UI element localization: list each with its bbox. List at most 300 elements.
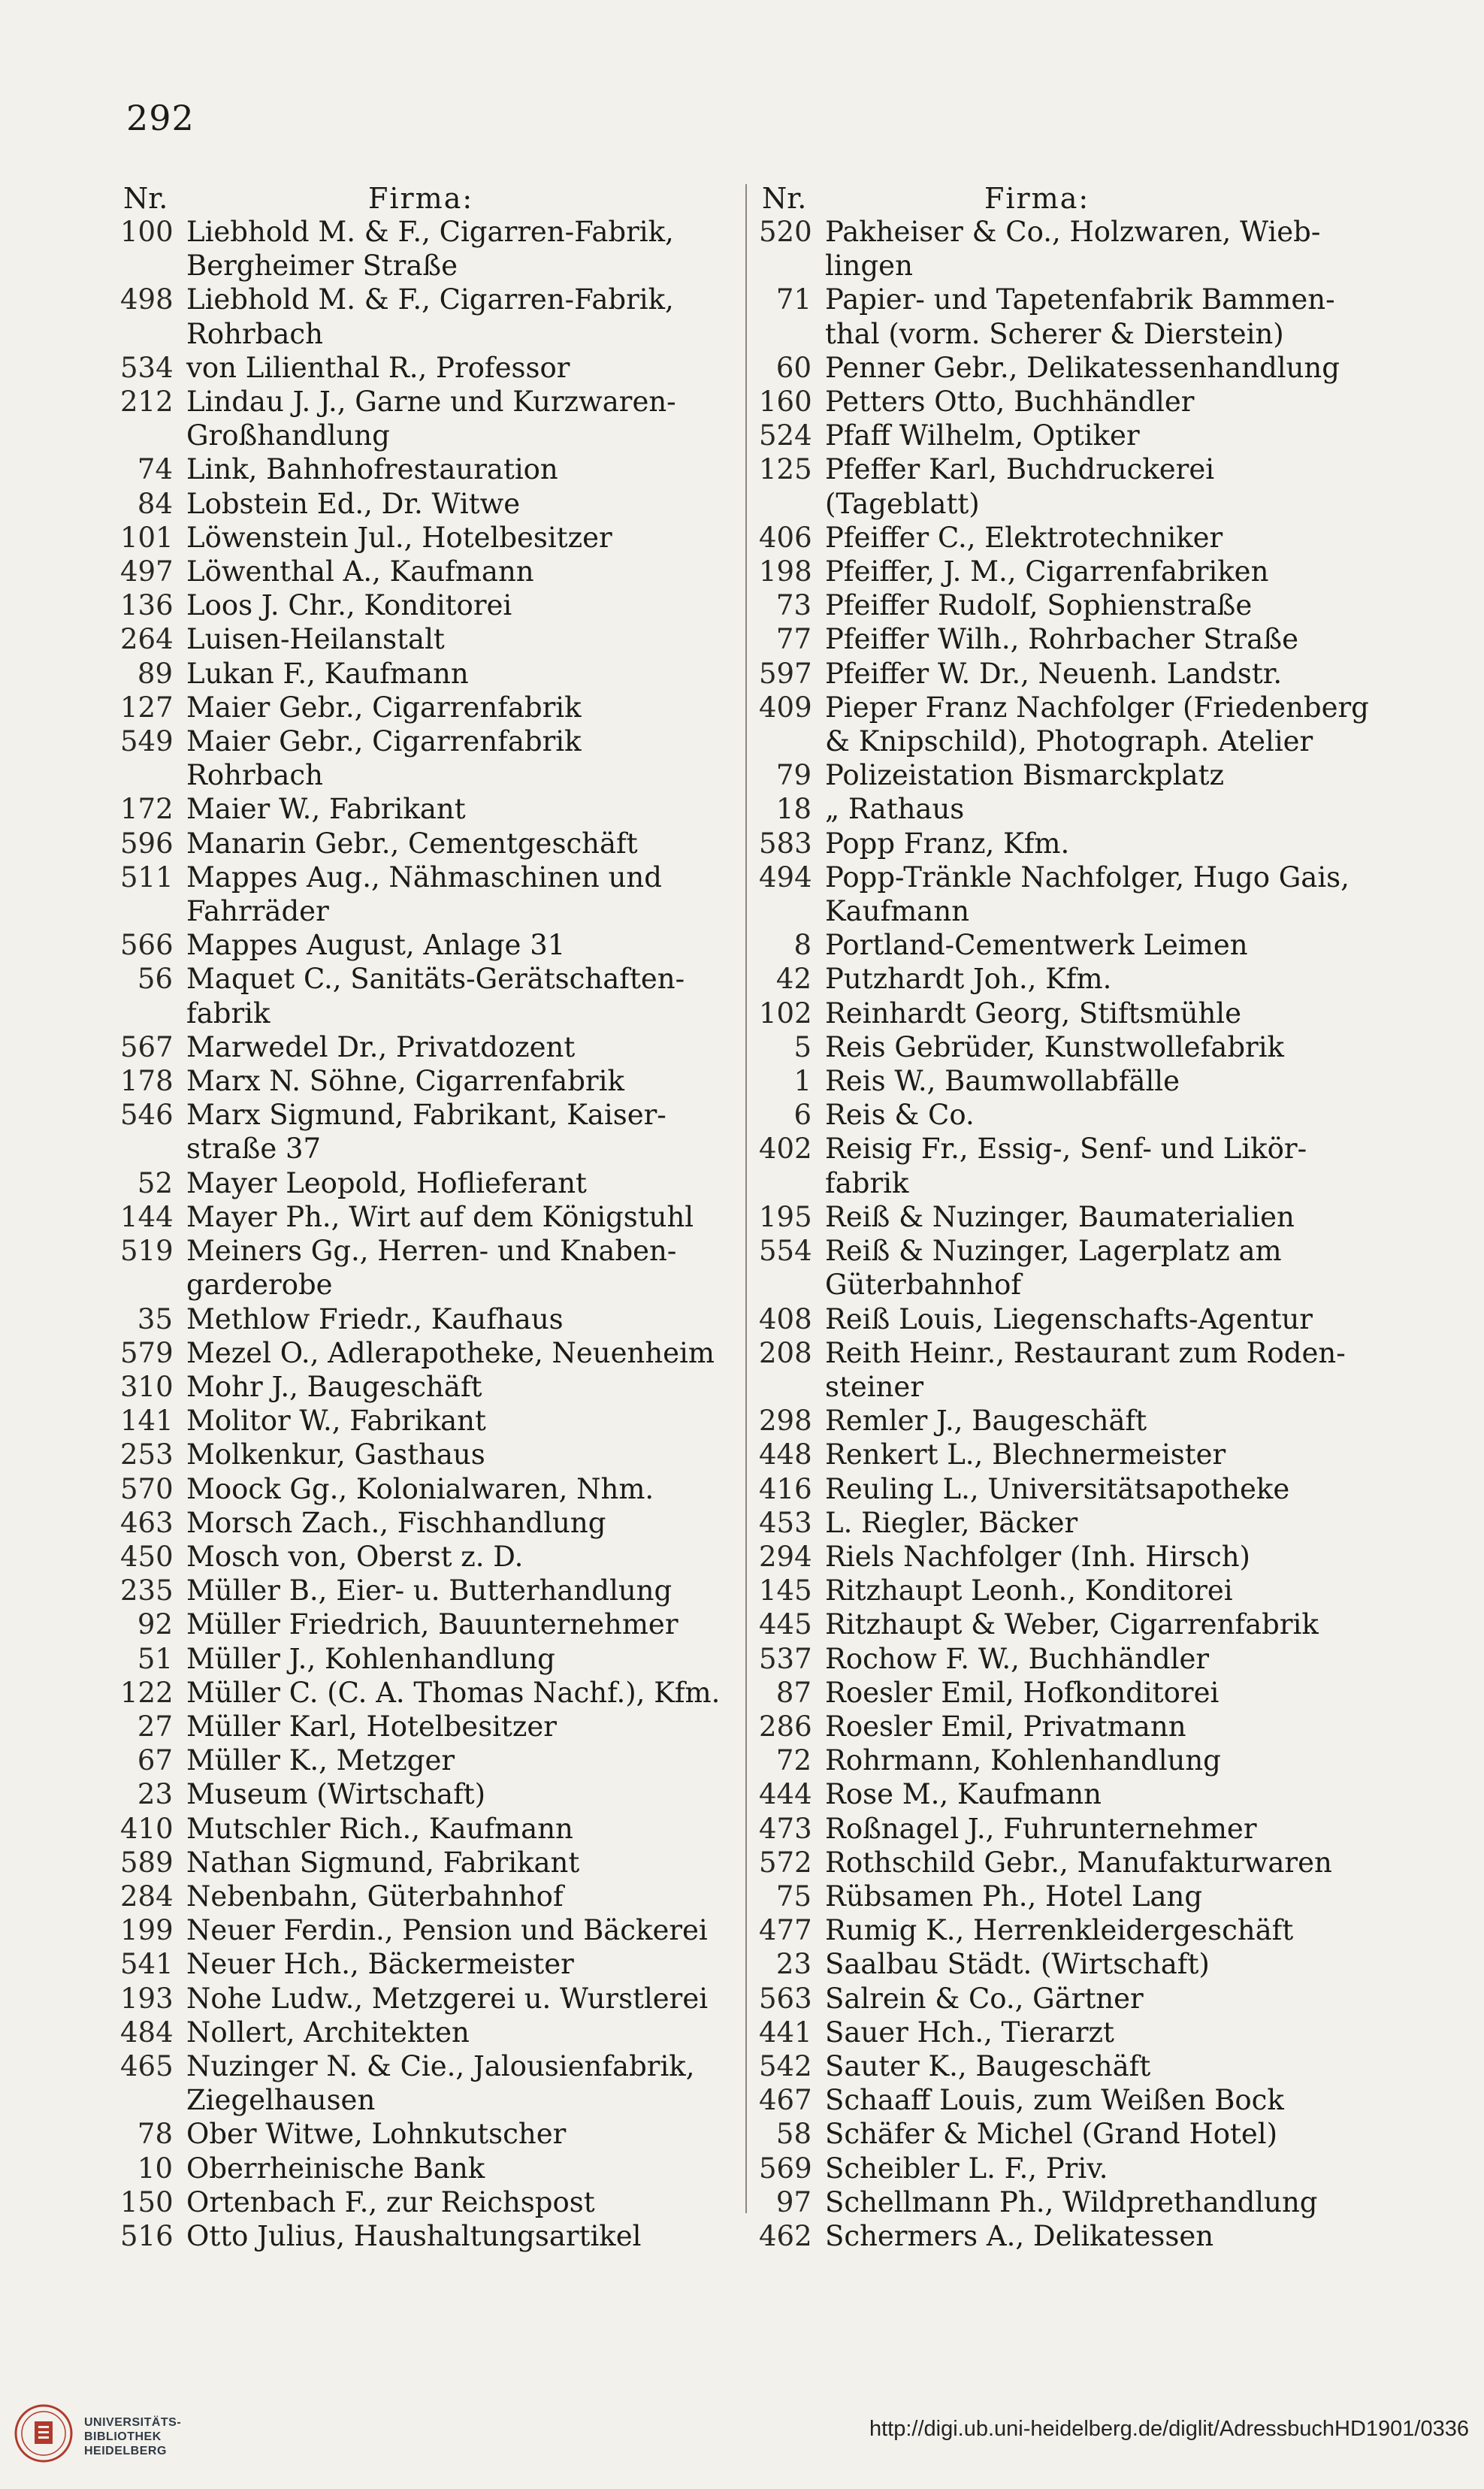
entry-number: 84 [137, 487, 173, 520]
directory-entry [120, 1744, 721, 1777]
entry-firm: Molkenkur, Gasthaus [186, 1438, 485, 1471]
entry-number: 67 [137, 1744, 173, 1777]
entry-number: 416 [759, 1472, 812, 1505]
entry-number: 58 [775, 2118, 812, 2151]
directory-entry [120, 691, 721, 724]
entry-firm: Rothschild Gebr., Manufakturwaren [825, 1846, 1332, 1879]
directory-entry [759, 1200, 1375, 1234]
entry-firm: Pfaff Wilhelm, Optiker [825, 419, 1140, 452]
entry-firm: Pfeiffer, J. M., Cigarrenfabriken [825, 555, 1269, 588]
entry-number: 477 [759, 1914, 812, 1947]
directory-entry [120, 657, 721, 691]
entry-number: 8 [793, 929, 812, 962]
right-column [759, 179, 1375, 2253]
entry-firm: Polizeistation Bismarckplatz [825, 759, 1224, 792]
entry-firm: Renkert L., Blechnermeister [825, 1438, 1226, 1471]
directory-entry [759, 555, 1375, 588]
entry-firm: Mayer Ph., Wirt auf dem Königstuhl [186, 1200, 694, 1233]
entry-firm: „ Rathaus [825, 793, 965, 826]
entry-firm: Reisig Fr., Essig-, Senf- und Likör- fabrik [825, 1133, 1307, 1199]
directory-entry [120, 1947, 721, 1981]
entry-firm: Reiß Louis, Liegenschafts-Agentur [825, 1302, 1313, 1335]
directory-entry [120, 1982, 721, 2016]
entry-firm: Salrein & Co., Gärtner [825, 1982, 1144, 2015]
entry-number: 406 [759, 521, 812, 554]
entry-firm: Nuzinger N. & Cie., Jalousienfabrik, Ziegelhausen [186, 2049, 695, 2117]
entry-number: 87 [775, 1676, 812, 1709]
entry-firm: Loos J. Chr., Konditorei [186, 589, 512, 622]
entry-number: 566 [120, 929, 174, 962]
directory-entry [120, 1777, 721, 1811]
entry-number: 75 [775, 1880, 812, 1913]
directory-entry [759, 1336, 1375, 1404]
entry-firm: Marx Sigmund, Fabrikant, Kaiser- straße 37 [186, 1099, 666, 1166]
directory-entry [759, 2016, 1375, 2049]
entry-number: 511 [120, 860, 174, 894]
directory-entry [120, 1540, 721, 1574]
entry-firm: Scheibler L. F., Priv. [825, 2152, 1108, 2185]
directory-entry [759, 691, 1375, 758]
directory-entry [120, 1846, 721, 1880]
directory-entry [759, 962, 1375, 996]
directory-entry [759, 1642, 1375, 1676]
entry-number: 35 [137, 1302, 173, 1335]
directory-entry [120, 1506, 721, 1540]
directory-entry [759, 1234, 1375, 1302]
directory-entry [759, 1947, 1375, 1981]
directory-entry [120, 724, 721, 792]
entry-firm: Morsch Zach., Fischhandlung [186, 1506, 606, 1539]
directory-entry [759, 827, 1375, 860]
library-logo-text [84, 2415, 181, 2458]
entry-firm: Maier W., Fabrikant [186, 793, 466, 826]
entry-number: 125 [759, 453, 812, 486]
entry-number: 97 [775, 2185, 812, 2218]
entry-firm: Pfeiffer Rudolf, Sophienstraße [825, 589, 1253, 622]
entry-firm: Moock Gg., Kolonialwaren, Nhm. [186, 1472, 654, 1505]
entry-number: 497 [120, 555, 174, 588]
directory-entry [120, 1336, 721, 1370]
entry-number: 253 [120, 1438, 174, 1471]
entry-number: 193 [120, 1982, 174, 2015]
entry-number: 409 [759, 691, 812, 724]
entry-number: 596 [120, 827, 174, 860]
entry-firm: Luisen-Heilanstalt [186, 623, 445, 656]
header-firma: Firma: [368, 182, 474, 215]
directory-entry [120, 1404, 721, 1438]
entry-firm: Pakheiser & Co., Holzwaren, Wieb- lingen [825, 216, 1321, 283]
entry-firm: Ritzhaupt & Weber, Cigarrenfabrik [825, 1608, 1319, 1641]
entry-firm: Popp Franz, Kfm. [825, 827, 1070, 860]
entry-number: 56 [137, 963, 173, 996]
directory-entry [120, 555, 721, 588]
entry-firm: Pfeiffer Wilh., Rohrbacher Straße [825, 623, 1298, 656]
entry-firm: Reis & Co. [825, 1099, 975, 1132]
entry-number: 27 [137, 1710, 173, 1743]
entry-firm: Mutschler Rich., Kaufmann [186, 1812, 573, 1845]
entry-firm: Liebhold M. & F., Cigarren-Fabrik, Bergheimer Straße [186, 216, 674, 283]
directory-entry [120, 1812, 721, 1846]
entry-firm: Rochow F. W., Buchhändler [825, 1642, 1210, 1675]
entry-firm: Reis Gebrüder, Kunstwollefabrik [825, 1030, 1284, 1063]
entry-firm: Link, Bahnhofrestauration [186, 453, 558, 486]
entry-number: 79 [775, 759, 812, 792]
entry-firm: Remler J., Baugeschäft [825, 1405, 1147, 1438]
entry-number: 310 [120, 1370, 174, 1403]
entry-number: 484 [120, 2016, 174, 2049]
directory-entry [120, 283, 721, 350]
entry-firm: Rose M., Kaufmann [825, 1778, 1102, 1811]
directory-entry [120, 928, 721, 962]
entry-number: 563 [759, 1982, 812, 2015]
entry-firm: Pfeiffer W. Dr., Neuenh. Landstr. [825, 657, 1283, 690]
column-divider [745, 184, 747, 2213]
entry-firm: Pieper Franz Nachfolger (Friedenberg & Knipschild), Photograph. Atelier [825, 691, 1369, 758]
directory-entry [120, 962, 721, 1030]
entry-number: 462 [759, 2219, 812, 2252]
directory-entry [120, 1642, 721, 1676]
directory-entry [759, 2219, 1375, 2253]
entry-firm: Müller C. (C. A. Thomas Nachf.), Kfm. [186, 1676, 721, 1709]
entry-number: 74 [137, 453, 173, 486]
directory-entry [120, 2152, 721, 2185]
entry-firm: Methlow Friedr., Kaufhaus [186, 1302, 564, 1335]
entry-firm: Reith Heinr., Restaurant zum Roden- steiner [825, 1336, 1346, 1403]
entry-firm: Maier Gebr., Cigarrenfabrik [186, 691, 582, 724]
entry-number: 23 [137, 1778, 173, 1811]
directory-entry [759, 1607, 1375, 1641]
entry-firm: Riels Nachfolger (Inh. Hirsch) [825, 1540, 1250, 1573]
entry-firm: Penner Gebr., Delikatessenhandlung [825, 351, 1340, 384]
entry-number: 298 [759, 1405, 812, 1438]
entry-firm: Lukan F., Kaufmann [186, 657, 469, 690]
entry-firm: Museum (Wirtschaft) [186, 1778, 486, 1811]
entry-firm: Lindau J. J., Garne und Kurzwaren- Großhandlung [186, 386, 676, 452]
entry-number: 144 [120, 1200, 174, 1233]
entry-firm: Neuer Hch., Bäckermeister [186, 1948, 574, 1981]
entry-firm: Mosch von, Oberst z. D. [186, 1540, 524, 1573]
entry-number: 534 [120, 351, 174, 384]
directory-entry [759, 1098, 1375, 1132]
directory-entry [120, 2016, 721, 2049]
entry-number: 567 [120, 1030, 174, 1063]
entry-firm: Rumig K., Herrenkleidergeschäft [825, 1914, 1294, 1947]
entry-firm: Sauer Hch., Tierarzt [825, 2016, 1114, 2049]
entry-number: 441 [759, 2016, 812, 2049]
directory-entry [759, 792, 1375, 826]
right-column-header [759, 179, 1375, 213]
entry-firm: Roesler Emil, Hofkonditorei [825, 1676, 1220, 1709]
entry-firm: Nathan Sigmund, Fabrikant [186, 1846, 580, 1879]
entry-number: 410 [120, 1812, 174, 1845]
entry-number: 549 [120, 725, 174, 758]
directory-entry [120, 2219, 721, 2253]
entry-number: 264 [120, 623, 174, 656]
entry-firm: Reinhardt Georg, Stiftsmühle [825, 997, 1242, 1030]
entry-firm: Müller Karl, Hotelbesitzer [186, 1710, 557, 1743]
entry-firm: Roßnagel J., Fuhrunternehmer [825, 1812, 1257, 1845]
entry-number: 583 [759, 827, 812, 860]
entry-number: 467 [759, 2084, 812, 2117]
entry-firm: Mohr J., Baugeschäft [186, 1370, 482, 1403]
right-entries [759, 215, 1375, 2253]
directory-entry [120, 622, 721, 656]
entry-firm: Ritzhaupt Leonh., Konditorei [825, 1574, 1233, 1607]
entry-number: 78 [137, 2118, 173, 2151]
entry-firm: Putzhardt Joh., Kfm. [825, 963, 1112, 996]
directory-entry [759, 2083, 1375, 2117]
header-nr: Nr. [123, 182, 168, 215]
entry-firm: Rübsamen Ph., Hotel Lang [825, 1880, 1203, 1913]
entry-number: 463 [120, 1506, 174, 1539]
entry-number: 520 [759, 216, 812, 248]
entry-firm: Neuer Ferdin., Pension und Bäckerei [186, 1914, 708, 1947]
footer [0, 2382, 1484, 2489]
entry-firm: Reiß & Nuzinger, Baumaterialien [825, 1200, 1295, 1233]
directory-entry [120, 1302, 721, 1336]
entry-firm: Meiners Gg., Herren- und Knaben- garderobe [186, 1235, 677, 1302]
entry-number: 72 [775, 1744, 812, 1777]
directory-entry [759, 2185, 1375, 2219]
entry-number: 71 [775, 283, 812, 316]
directory-entry [120, 1098, 721, 1166]
directory-entry [759, 758, 1375, 792]
entry-number: 408 [759, 1302, 812, 1335]
entry-firm: Liebhold M. & F., Cigarren-Fabrik, Rohrbach [186, 283, 674, 350]
entry-number: 597 [759, 657, 812, 690]
directory-entry [120, 860, 721, 928]
entry-number: 160 [759, 386, 812, 419]
entry-firm: Mayer Leopold, Hoflieferant [186, 1166, 587, 1199]
entry-firm: Ortenbach F., zur Reichspost [186, 2185, 595, 2218]
entry-firm: Oberrheinische Bank [186, 2152, 485, 2185]
university-seal-icon [14, 2403, 74, 2463]
directory-entry [759, 385, 1375, 419]
entry-number: 444 [759, 1778, 812, 1811]
entry-firm: Nebenbahn, Güterbahnhof [186, 1880, 564, 1913]
entry-number: 122 [120, 1676, 174, 1709]
directory-entry [120, 1438, 721, 1471]
entry-number: 541 [120, 1948, 174, 1981]
directory-entry [759, 2049, 1375, 2083]
entry-number: 542 [759, 2049, 812, 2082]
directory-entry [120, 351, 721, 385]
entry-number: 195 [759, 1200, 812, 1233]
entry-firm: Mappes Aug., Nähmaschinen und Fahrräder [186, 860, 662, 928]
entry-number: 18 [775, 793, 812, 826]
directory-entry [759, 1064, 1375, 1098]
entry-number: 537 [759, 1642, 812, 1675]
directory-entry [759, 622, 1375, 656]
directory-entry [120, 1607, 721, 1641]
entry-firm: Mezel O., Adlerapotheke, Neuenheim [186, 1336, 715, 1369]
entry-number: 453 [759, 1506, 812, 1539]
entry-number: 1 [793, 1065, 812, 1098]
directory-entry [759, 1880, 1375, 1913]
entry-number: 286 [759, 1710, 812, 1743]
entry-number: 294 [759, 1540, 812, 1573]
directory-entry [759, 1030, 1375, 1064]
entry-number: 102 [759, 997, 812, 1030]
directory-entry [759, 1812, 1375, 1846]
directory-entry [759, 1438, 1375, 1471]
directory-entry [759, 1540, 1375, 1574]
directory-entry [120, 1064, 721, 1098]
logo-line: UNIVERSITÄTS- [84, 2416, 182, 2429]
header-firma: Firma: [984, 182, 1090, 215]
entry-number: 516 [120, 2219, 174, 2252]
entry-number: 73 [775, 589, 812, 622]
directory-entry [120, 588, 721, 622]
entry-number: 92 [137, 1608, 173, 1641]
entry-firm: Ober Witwe, Lohnkutscher [186, 2118, 567, 2151]
entry-number: 448 [759, 1438, 812, 1471]
entry-number: 208 [759, 1336, 812, 1369]
entry-number: 494 [759, 860, 812, 894]
entry-firm: Schermers A., Delikatessen [825, 2219, 1214, 2252]
directory-entry [120, 1370, 721, 1404]
entry-number: 199 [120, 1914, 174, 1947]
directory-entry [759, 351, 1375, 385]
entry-firm: Petters Otto, Buchhändler [825, 386, 1195, 419]
directory-entry [759, 1404, 1375, 1438]
directory-entry [759, 1913, 1375, 1947]
entry-number: 579 [120, 1336, 174, 1369]
directory-entry [759, 1506, 1375, 1540]
entry-number: 450 [120, 1540, 174, 1573]
directory-entry [120, 215, 721, 283]
entry-firm: Popp-Tränkle Nachfolger, Hugo Gais, Kaufmann [825, 860, 1350, 928]
entry-number: 519 [120, 1235, 174, 1268]
entry-number: 546 [120, 1099, 174, 1132]
directory-entry [120, 385, 721, 452]
entry-firm: von Lilienthal R., Professor [186, 351, 570, 384]
entry-number: 572 [759, 1846, 812, 1879]
entry-number: 178 [120, 1065, 174, 1098]
directory-entry [120, 521, 721, 555]
entry-firm: Reuling L., Universitätsapotheke [825, 1472, 1290, 1505]
directory-entry [120, 452, 721, 486]
entry-number: 127 [120, 691, 174, 724]
directory-entry [759, 1982, 1375, 2016]
entry-number: 284 [120, 1880, 174, 1913]
directory-entry [759, 1574, 1375, 1607]
directory-entry [759, 419, 1375, 452]
directory-entry [120, 1200, 721, 1234]
entry-firm: Rohrmann, Kohlenhandlung [825, 1744, 1221, 1777]
entry-firm: Nohe Ludw., Metzgerei u. Wurstlerei [186, 1982, 709, 2015]
entry-firm: Nollert, Architekten [186, 2016, 470, 2049]
entry-firm: Portland-Cementwerk Leimen [825, 929, 1248, 962]
directory-entry [759, 2117, 1375, 2151]
left-entries [120, 215, 721, 2253]
entry-firm: Müller Friedrich, Bauunternehmer [186, 1608, 679, 1641]
directory-entry [120, 1472, 721, 1506]
entry-number: 23 [775, 1948, 812, 1981]
entry-firm: Pfeiffer C., Elektrotechniker [825, 521, 1223, 554]
entry-number: 145 [759, 1574, 812, 1607]
entry-number: 402 [759, 1133, 812, 1166]
entry-number: 554 [759, 1235, 812, 1268]
entry-number: 473 [759, 1812, 812, 1845]
entry-firm: Schäfer & Michel (Grand Hotel) [825, 2118, 1278, 2151]
entry-number: 235 [120, 1574, 174, 1607]
entry-number: 5 [793, 1030, 812, 1063]
directory-entry [759, 1744, 1375, 1777]
entry-number: 10 [137, 2152, 173, 2185]
directory-entry [120, 827, 721, 860]
directory-entry [120, 487, 721, 521]
entry-number: 136 [120, 589, 174, 622]
directory-entry [759, 452, 1375, 520]
directory-entry [759, 1302, 1375, 1336]
entry-firm: Löwenthal A., Kaufmann [186, 555, 534, 588]
entry-firm: Pfeffer Karl, Buchdruckerei (Tageblatt) [825, 453, 1215, 520]
left-column [120, 179, 721, 2253]
directory-entry [759, 1846, 1375, 1880]
directory-entry [120, 1166, 721, 1200]
directory-entry [759, 997, 1375, 1030]
entry-number: 89 [137, 657, 173, 690]
header-nr: Nr. [762, 182, 807, 215]
entry-firm: Marx N. Söhne, Cigarrenfabrik [186, 1065, 624, 1098]
entry-number: 51 [137, 1642, 173, 1675]
entry-firm: Saalbau Städt. (Wirtschaft) [825, 1948, 1210, 1981]
entry-firm: Maquet C., Sanitäts-Gerätschaften- fabrik [186, 963, 685, 1030]
entry-number: 6 [793, 1099, 812, 1132]
source-url-link[interactable]: http://digi.ub.uni-heidelberg.de/diglit/AdressbuchHD1901/0336 [869, 2417, 1469, 2441]
entry-firm: Müller K., Metzger [186, 1744, 455, 1777]
entry-number: 172 [120, 793, 174, 826]
directory-entry [120, 1913, 721, 1947]
entry-number: 198 [759, 555, 812, 588]
left-column-header [120, 179, 721, 213]
directory-entry [120, 1030, 721, 1064]
directory-entry [759, 1676, 1375, 1710]
directory-entry [759, 1710, 1375, 1744]
page-number: 292 [126, 98, 195, 138]
entry-firm: Marwedel Dr., Privatdozent [186, 1030, 576, 1063]
directory-entry [120, 792, 721, 826]
entry-firm: Sauter K., Baugeschäft [825, 2049, 1151, 2082]
directory-entry [759, 860, 1375, 928]
entry-firm: Lobstein Ed., Dr. Witwe [186, 487, 521, 520]
entry-number: 77 [775, 623, 812, 656]
directory-entry [120, 2117, 721, 2151]
directory-entry [759, 283, 1375, 350]
directory-entry [759, 588, 1375, 622]
entry-firm: Reiß & Nuzinger, Lagerplatz am Güterbahnhof [825, 1235, 1282, 1302]
entry-number: 101 [120, 521, 174, 554]
directory-entry [759, 1777, 1375, 1811]
directory-entry [120, 1234, 721, 1302]
directory-entry [120, 2049, 721, 2117]
directory-entry [120, 1574, 721, 1607]
entry-number: 465 [120, 2049, 174, 2082]
directory-entry [120, 1880, 721, 1913]
entry-firm: Müller J., Kohlenhandlung [186, 1642, 555, 1675]
entry-number: 524 [759, 419, 812, 452]
directory-entry [759, 215, 1375, 283]
entry-firm: L. Riegler, Bäcker [825, 1506, 1078, 1539]
entry-firm: Müller B., Eier- u. Butterhandlung [186, 1574, 672, 1607]
directory-entry [759, 1472, 1375, 1506]
entry-number: 141 [120, 1405, 174, 1438]
logo-line: BIBLIOTHEK [84, 2430, 162, 2443]
logo-line: HEIDELBERG [84, 2445, 167, 2457]
entry-firm: Papier- und Tapetenfabrik Bammen- thal (vorm. Scherer & Dierstein) [825, 283, 1335, 350]
entry-firm: Schaaff Louis, zum Weißen Bock [825, 2084, 1284, 2117]
